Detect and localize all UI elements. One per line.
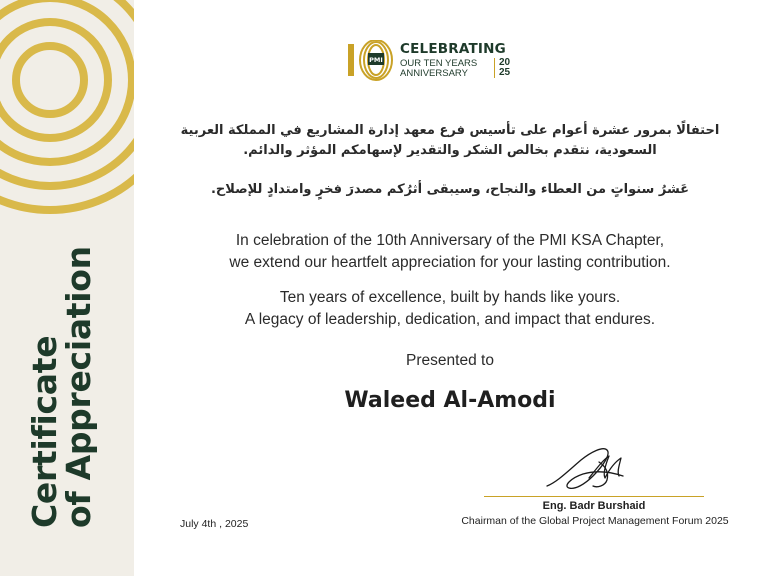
signature-line	[484, 496, 704, 497]
english-paragraph-2-line-1: Ten years of excellence, built by hands like yours.	[279, 289, 621, 306]
decorative-arcs-icon	[0, 0, 134, 260]
anniversary-logo	[346, 40, 526, 82]
logo-badge: PMI	[369, 56, 383, 64]
english-paragraph-1-line-2: we extend our heartfelt appreciation for your lasting contribution.	[229, 254, 671, 271]
ten-years-emblem-icon	[346, 40, 402, 82]
recipient-name: Waleed Al-Amodi	[344, 388, 556, 413]
english-paragraph-1	[180, 230, 720, 274]
logo-subtitle: OUR TEN YEARS ANNIVERSARY	[400, 58, 478, 79]
presented-to-label: Presented to	[406, 352, 494, 369]
certificate-title-line1: Certificate	[25, 335, 64, 528]
signer-name: Eng. Badr Burshaid	[542, 500, 646, 512]
certificate-title	[25, 246, 99, 528]
english-paragraph-2	[180, 287, 720, 331]
english-paragraph-2-line-2: A legacy of leadership, dedication, and impact that endures.	[244, 311, 656, 328]
logo-celebrating: CELEBRATING	[400, 41, 506, 57]
arabic-paragraph-2: عَشرُ سنواتٍ من العطاء والنجاح، وسيبقى أثرُكم مصدرَ فخرٍ وامتدادٍ للإصلاح.	[210, 182, 690, 197]
certificate-sidebar	[0, 0, 134, 576]
signature-icon	[545, 442, 635, 496]
english-paragraph-1-line-1: In celebration of the 10th Anniversary of the PMI KSA Chapter,	[235, 232, 665, 249]
certificate-date: July 4th , 2025	[180, 518, 249, 530]
signer-title: Chairman of the Global Project Management Forum 2025	[461, 515, 729, 527]
arabic-paragraph-1: احتفالًا بمرور عشرة أعوام على تأسيس فرع معهد إدارة المشاريع في المملكة العربية السعودية، نتقدم بخالص الشكر والتقدير لإسهامكم المؤثر والدائم.	[180, 123, 720, 158]
logo-year: 20 25	[494, 58, 510, 78]
certificate-title-line2: of Appreciation	[59, 246, 99, 528]
